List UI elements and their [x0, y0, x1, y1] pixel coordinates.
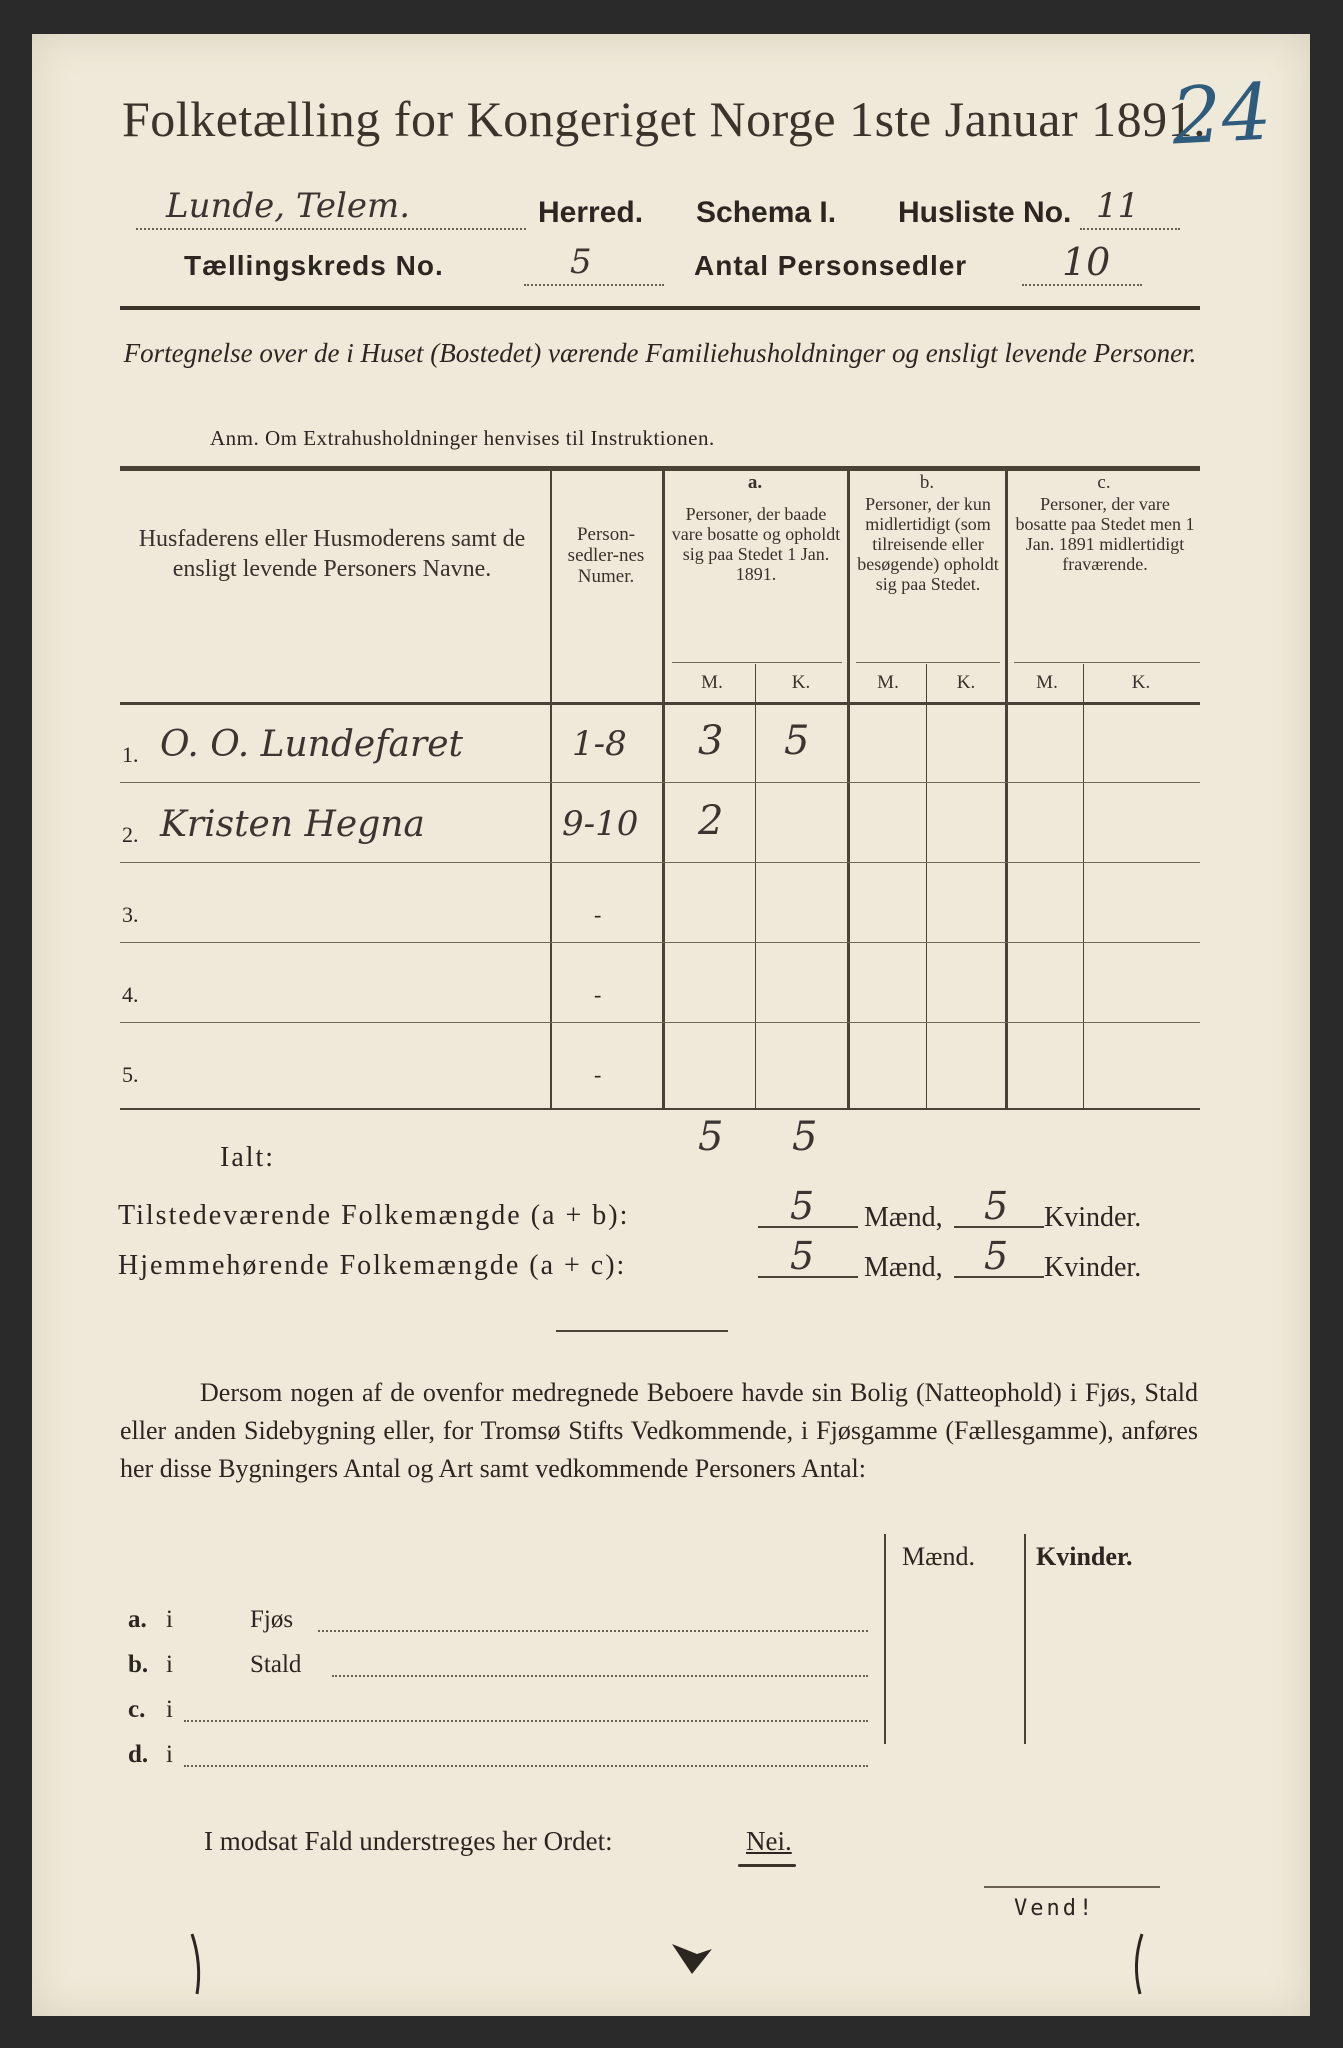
building-letter: d.	[128, 1741, 149, 1768]
vend-text: Vend!	[1014, 1896, 1096, 1921]
col-header-b: Personer, der kun midlertidigt (som tilreisende eller besøgende) opholdt sig paa Stedet.	[857, 494, 999, 594]
col-c-k: K.	[1131, 672, 1151, 693]
husliste-label: Husliste No.	[898, 196, 1072, 229]
intro-text: Fortegnelse over de i Huset (Bostedet) værende Familiehusholdninger og ensligt levende Personer.	[123, 338, 1197, 368]
tilstede-k: 5	[984, 1184, 1009, 1228]
col-header-names: Husfaderens eller Husmoderens samt de ensligt levende Personers Navne.	[138, 526, 526, 582]
row-number: 4.	[122, 982, 139, 1007]
antal-label: Antal Personsedler	[694, 250, 968, 281]
row-numer: -	[594, 982, 602, 1007]
building-i: i	[166, 1606, 173, 1633]
row-number: 3.	[122, 902, 139, 927]
building-dots	[184, 1696, 868, 1722]
col-header-numer: Person-sedler-nes Numer.	[567, 524, 645, 587]
row-name: Kristen Hegna	[160, 804, 425, 845]
row-number: 2.	[122, 822, 139, 847]
schema-label: Schema I.	[696, 196, 837, 229]
census-form-page	[32, 34, 1310, 2016]
row-a-m: 2	[698, 798, 724, 844]
tilstede-m: 5	[790, 1184, 815, 1228]
tilstede-maend: Mænd,	[864, 1202, 943, 1233]
col-header-c-letter: c.	[1097, 472, 1111, 493]
row-number: 1.	[122, 742, 139, 767]
ialt-m: 5	[698, 1114, 724, 1160]
ialt-label: Ialt:	[220, 1142, 276, 1173]
buildings-col-divider-2	[1024, 1534, 1026, 1744]
vend-rule	[984, 1886, 1160, 1888]
ialt-k: 5	[792, 1114, 818, 1160]
form-title: Folketælling for Kongeriget Norge 1ste Januar 1891.	[122, 91, 1207, 147]
binding-marks	[32, 1914, 1310, 2014]
col-c-m: M.	[1036, 672, 1058, 693]
kreds-value: 5	[570, 242, 592, 282]
col-a-m: M.	[701, 672, 723, 693]
buildings-col-divider-1	[884, 1534, 886, 1744]
row-numer: 1-8	[572, 724, 627, 764]
section-divider	[556, 1330, 728, 1332]
building-dots	[318, 1606, 868, 1632]
nei-handwritten-underline	[738, 1864, 796, 1867]
husliste-value: 11	[1096, 186, 1140, 226]
col-header-b-letter: b.	[919, 472, 935, 493]
buildings-col-maend: Mænd.	[902, 1542, 975, 1571]
herred-value: Lunde, Telem.	[166, 186, 411, 226]
nei-word: Nei.	[746, 1826, 792, 1856]
buildings-paragraph: Dersom nogen af de ovenfor medregnede Beboere havde sin Bolig (Natteophold) i Fjøs, Stald eller anden Sidebygning eller, for Tromsø Stifts Vedkommende, i Fjøsgamme (Fællesgamme), anføres her disse Bygningers Antal og Art samt vedkommende Personers Antal:	[120, 1378, 1198, 1483]
hjemme-maend: Mænd,	[864, 1252, 943, 1283]
archive-number-stamp: 24	[1169, 67, 1274, 163]
row-name: O. O. Lundefaret	[160, 724, 463, 765]
building-i: i	[166, 1696, 173, 1723]
antal-value: 10	[1062, 240, 1111, 284]
building-letter: b.	[128, 1651, 149, 1678]
building-dots	[332, 1651, 868, 1677]
row-numer: -	[594, 902, 602, 927]
hjemme-label: Hjemmehørende Folkemængde (a + c):	[118, 1250, 627, 1281]
building-i: i	[166, 1741, 173, 1768]
modsat-fald-text: I modsat Fald understreges her Ordet:	[204, 1826, 613, 1856]
col-header-a-letter: a.	[747, 472, 763, 493]
row-number: 5.	[122, 1062, 139, 1087]
row-numer: 9-10	[562, 804, 639, 844]
building-letter: a.	[128, 1606, 147, 1633]
kreds-label: Tællingskreds No.	[184, 250, 444, 281]
hjemme-k: 5	[984, 1234, 1009, 1278]
anm-note: Anm. Om Extrahusholdninger henvises til Instruktionen.	[210, 426, 715, 450]
tilstede-kvinder: Kvinder.	[1044, 1202, 1142, 1233]
household-table	[32, 34, 1310, 1134]
col-b-m: M.	[877, 672, 899, 693]
col-header-a: Personer, der baade vare bosatte og opholdt sig paa Stedet 1 Jan. 1891.	[671, 504, 841, 584]
col-header-c: Personer, der vare bosatte paa Stedet men 1 Jan. 1891 midlertidigt fraværende.	[1015, 494, 1195, 574]
building-dots	[184, 1741, 868, 1767]
col-a-k: K.	[791, 672, 811, 693]
herred-label: Herred.	[538, 196, 644, 229]
row-a-k: 5	[784, 718, 810, 764]
building-letter: c.	[128, 1696, 146, 1723]
building-name: Stald	[250, 1651, 302, 1678]
tilstede-label: Tilstedeværende Folkemængde (a + b):	[118, 1200, 630, 1231]
row-a-m: 3	[698, 718, 724, 764]
hjemme-kvinder: Kvinder.	[1044, 1252, 1142, 1283]
buildings-col-kvinder: Kvinder.	[1036, 1542, 1133, 1571]
col-b-k: K.	[956, 672, 976, 693]
building-i: i	[166, 1651, 173, 1678]
row-numer: -	[594, 1062, 602, 1087]
hjemme-m: 5	[790, 1234, 815, 1278]
building-name: Fjøs	[250, 1606, 294, 1633]
